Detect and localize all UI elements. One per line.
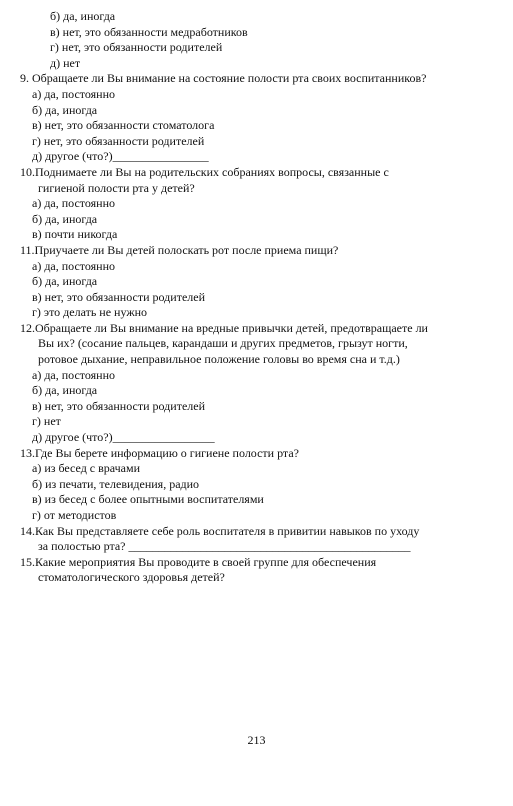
answer-option-line: б) да, иногда xyxy=(32,102,98,117)
answer-option-line: д) другое (что?)________________ xyxy=(32,149,209,164)
answer-option-line: д) нет xyxy=(50,55,81,70)
question-continuation-line: Вы их? (сосание пальцев, карандаши и других предметов, грызут ногти, xyxy=(38,336,408,351)
document-body xyxy=(20,9,508,586)
answer-option-line: а) да, постоянно xyxy=(32,196,116,211)
answer-option-line: б) да, иногда xyxy=(32,274,98,289)
question-line: 12.Обращаете ли Вы внимание на вредные привычки детей, предотвращаете ли xyxy=(20,320,428,335)
answer-option-line: г) это делать не нужно xyxy=(32,305,148,320)
answer-option-line: а) из бесед с врачами xyxy=(32,461,141,476)
answer-option-line: б) да, иногда xyxy=(32,383,98,398)
answer-option-line: в) почти никогда xyxy=(32,227,118,242)
question-line: 9. Обращаете ли Вы внимание на состояние полости рта своих воспитанников? xyxy=(20,71,427,86)
answer-option-line: г) от методистов xyxy=(32,508,117,522)
question-continuation-line: ротовое дыхание, неправильное положение головы во время сна и т.д.) xyxy=(38,352,400,367)
question-line: 11.Приучаете ли Вы детей полоскать рот после приема пищи? xyxy=(20,242,339,257)
question-continuation-line: гигиеной полости рта у детей? xyxy=(38,180,195,195)
answer-option-line: в) из бесед с более опытными воспитателями xyxy=(32,492,264,507)
question-line: 10.Поднимаете ли Вы на родительских собраниях вопросы, связанные с xyxy=(20,164,389,179)
answer-option-line: в) нет, это обязанности стоматолога xyxy=(32,118,215,133)
answer-option-line: г) нет xyxy=(32,414,61,429)
answer-option-line: а) да, постоянно xyxy=(32,86,116,101)
answer-option-line: г) нет, это обязанности родителей xyxy=(32,133,205,148)
answer-option-line: в) нет, это обязанности родителей xyxy=(32,289,206,304)
answer-option-line: а) да, постоянно xyxy=(32,367,116,382)
answer-option-line: г) нет, это обязанности родителей xyxy=(50,40,223,55)
question-continuation-line: за полостью рта? _______________________________________________ xyxy=(38,539,411,554)
answer-option-line: д) другое (что?)_________________ xyxy=(32,430,215,445)
question-line: 13.Где Вы берете информацию о гигиене полости рта? xyxy=(20,445,299,460)
question-line: 14.Как Вы представляете себе роль воспитателя в привитии навыков по уходу xyxy=(20,523,420,538)
question-continuation-line: стоматологического здоровья детей? xyxy=(38,570,225,585)
answer-option-line: а) да, постоянно xyxy=(32,258,116,273)
answer-option-line: б) из печати, телевидения, радио xyxy=(32,476,200,491)
answer-option-line: в) нет, это обязанности медработников xyxy=(50,24,248,39)
page-number: 213 xyxy=(247,733,266,747)
answer-option-line: в) нет, это обязанности родителей xyxy=(32,398,206,413)
question-line: 15.Какие мероприятия Вы проводите в своей группе для обеспечения xyxy=(20,554,377,569)
answer-option-line: б) да, иногда xyxy=(32,211,98,226)
answer-option-line: б) да, иногда xyxy=(50,9,116,23)
